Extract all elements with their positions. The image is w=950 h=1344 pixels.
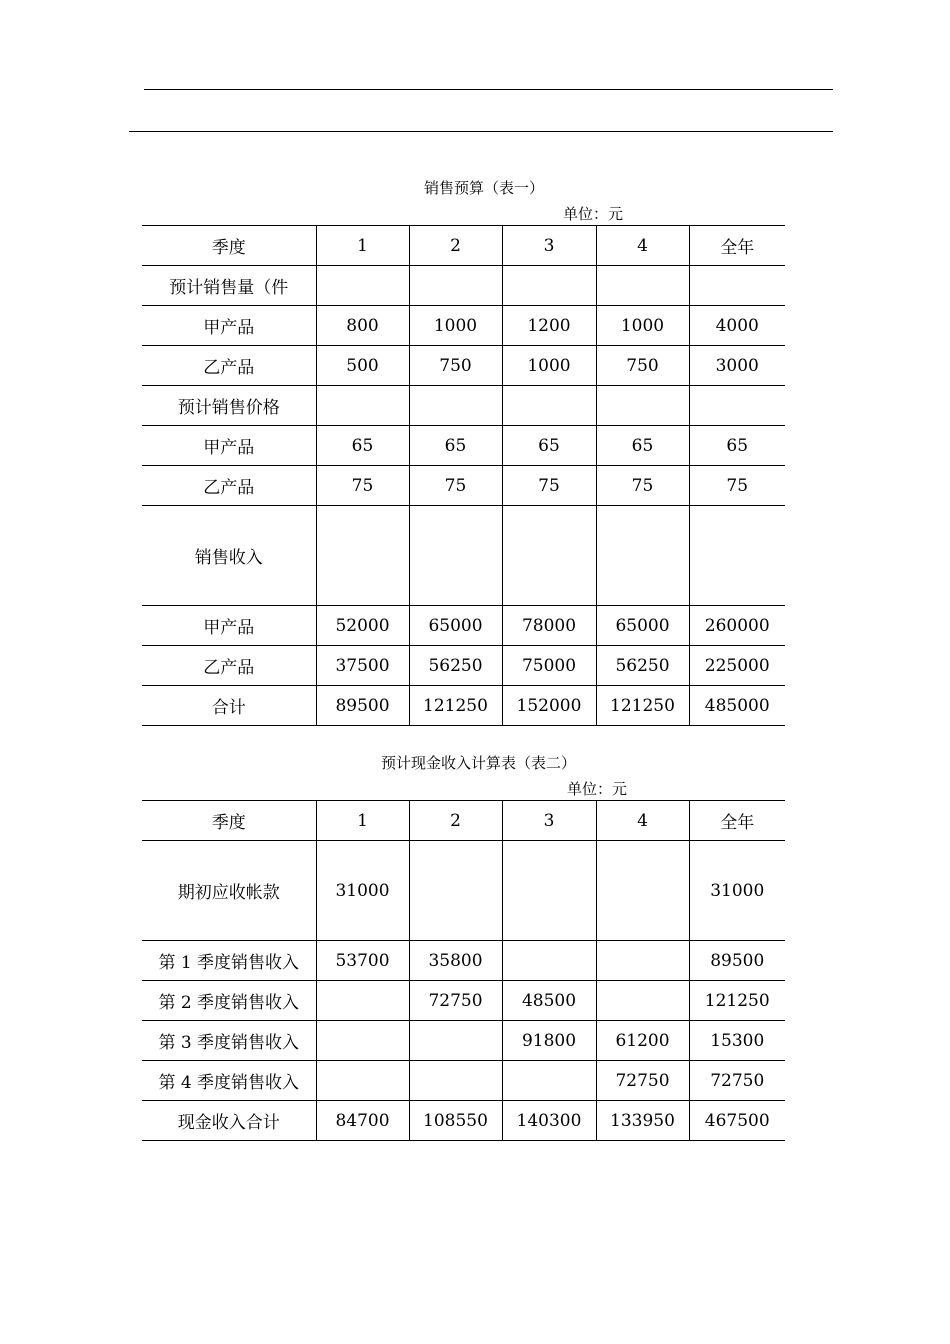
table-cell [596,386,689,426]
row-label: 乙产品 [142,646,316,686]
table-cell: 121250 [596,686,689,726]
table-cell: 133950 [596,1101,689,1141]
row-label: 合计 [142,686,316,726]
table-cell: 15300 [689,1021,785,1061]
header-cell: 3 [502,801,596,841]
row-label: 预计销售量（件 [142,266,316,306]
table-cell: 75 [689,466,785,506]
table1-title: 销售预算（表一） [424,179,545,197]
table-cell [596,506,689,606]
row-label: 销售收入 [142,506,316,606]
header-cell: 2 [409,226,502,266]
table-cell: 65 [689,426,785,466]
table-cell: 800 [316,306,409,346]
table-cell: 53700 [316,941,409,981]
table2-unit: 单位：元 [567,780,628,798]
table-cell [689,386,785,426]
table-cell [409,386,502,426]
table-cell [502,506,596,606]
table-cell: 56250 [596,646,689,686]
table-cell: 89500 [689,941,785,981]
table-row [142,841,785,941]
table-row [142,426,785,466]
table-cell [689,266,785,306]
table-header-row [142,801,785,841]
table-cell: 65000 [409,606,502,646]
table-cell [409,841,502,941]
table-cell: 31000 [316,841,409,941]
table-cell: 72750 [596,1061,689,1101]
table-cell: 65 [409,426,502,466]
table-cell: 84700 [316,1101,409,1141]
sales-budget-table [142,225,785,726]
table-row [142,466,785,506]
table-cell: 48500 [502,981,596,1021]
table-cell: 1000 [409,306,502,346]
table-row [142,1061,785,1101]
header-cell: 1 [316,801,409,841]
table-cell: 75 [316,466,409,506]
table-cell [316,981,409,1021]
table-cell [409,506,502,606]
header-cell: 全年 [689,226,785,266]
table-cell: 56250 [409,646,502,686]
table-row [142,686,785,726]
table-cell [689,506,785,606]
table-cell: 78000 [502,606,596,646]
table-cell: 1000 [502,346,596,386]
table1-unit: 单位：元 [563,205,624,223]
table-cell: 121250 [689,981,785,1021]
table-cell: 225000 [689,646,785,686]
table-cell [596,941,689,981]
table-cell: 750 [596,346,689,386]
table-cell: 65000 [596,606,689,646]
table-header-row [142,226,785,266]
header-cell: 1 [316,226,409,266]
table-cell [502,841,596,941]
table-row [142,1101,785,1141]
row-label: 第 1 季度销售收入 [142,941,316,981]
row-label: 甲产品 [142,426,316,466]
table-cell: 467500 [689,1101,785,1141]
table-cell: 91800 [502,1021,596,1061]
table-cell [502,941,596,981]
table-cell: 75 [596,466,689,506]
table-cell: 260000 [689,606,785,646]
table-cell: 31000 [689,841,785,941]
table-cell: 75 [409,466,502,506]
row-label: 甲产品 [142,606,316,646]
table-cell: 61200 [596,1021,689,1061]
row-label: 预计销售价格 [142,386,316,426]
table-cell: 72750 [689,1061,785,1101]
table-cell: 152000 [502,686,596,726]
table-cell: 89500 [316,686,409,726]
header-rule-bottom [129,131,833,132]
header-cell: 4 [596,226,689,266]
table-cell [502,1061,596,1101]
table-row [142,1021,785,1061]
table-cell [316,386,409,426]
table-cell: 65 [316,426,409,466]
row-label: 甲产品 [142,306,316,346]
table-cell: 4000 [689,306,785,346]
header-cell: 4 [596,801,689,841]
table-row [142,606,785,646]
table-cell [596,981,689,1021]
table-cell [409,266,502,306]
table-row [142,386,785,426]
table-cell: 108550 [409,1101,502,1141]
table-cell: 52000 [316,606,409,646]
table2-title: 预计现金收入计算表（表二） [381,754,577,772]
header-cell: 2 [409,801,502,841]
table-cell: 140300 [502,1101,596,1141]
row-label: 乙产品 [142,466,316,506]
table-cell [596,841,689,941]
header-cell: 季度 [142,801,316,841]
table-cell [502,266,596,306]
header-cell: 全年 [689,801,785,841]
table-cell: 65 [502,426,596,466]
table-row [142,941,785,981]
table-cell [596,266,689,306]
table-cell: 485000 [689,686,785,726]
row-label: 现金收入合计 [142,1101,316,1141]
header-cell: 3 [502,226,596,266]
table-row [142,346,785,386]
header-rule-top [144,89,833,90]
table-row [142,306,785,346]
table-cell: 500 [316,346,409,386]
table-cell: 37500 [316,646,409,686]
table-row [142,981,785,1021]
row-label: 期初应收帐款 [142,841,316,941]
table-cell [316,1021,409,1061]
table-cell: 72750 [409,981,502,1021]
row-label: 乙产品 [142,346,316,386]
table-cell: 35800 [409,941,502,981]
table-cell: 1000 [596,306,689,346]
row-label: 第 2 季度销售收入 [142,981,316,1021]
header-cell: 季度 [142,226,316,266]
table-cell: 121250 [409,686,502,726]
table-cell: 750 [409,346,502,386]
table-cell [502,386,596,426]
table-cell [409,1021,502,1061]
table-cell: 3000 [689,346,785,386]
table-cell: 75000 [502,646,596,686]
row-label: 第 3 季度销售收入 [142,1021,316,1061]
table-cell [316,266,409,306]
cash-receipts-table [142,800,785,1141]
table-row [142,646,785,686]
table-cell: 1200 [502,306,596,346]
row-label: 第 4 季度销售收入 [142,1061,316,1101]
table-cell [316,506,409,606]
table-cell [409,1061,502,1101]
table-cell [316,1061,409,1101]
table-cell: 75 [502,466,596,506]
table-row [142,506,785,606]
table-row [142,266,785,306]
table-cell: 65 [596,426,689,466]
